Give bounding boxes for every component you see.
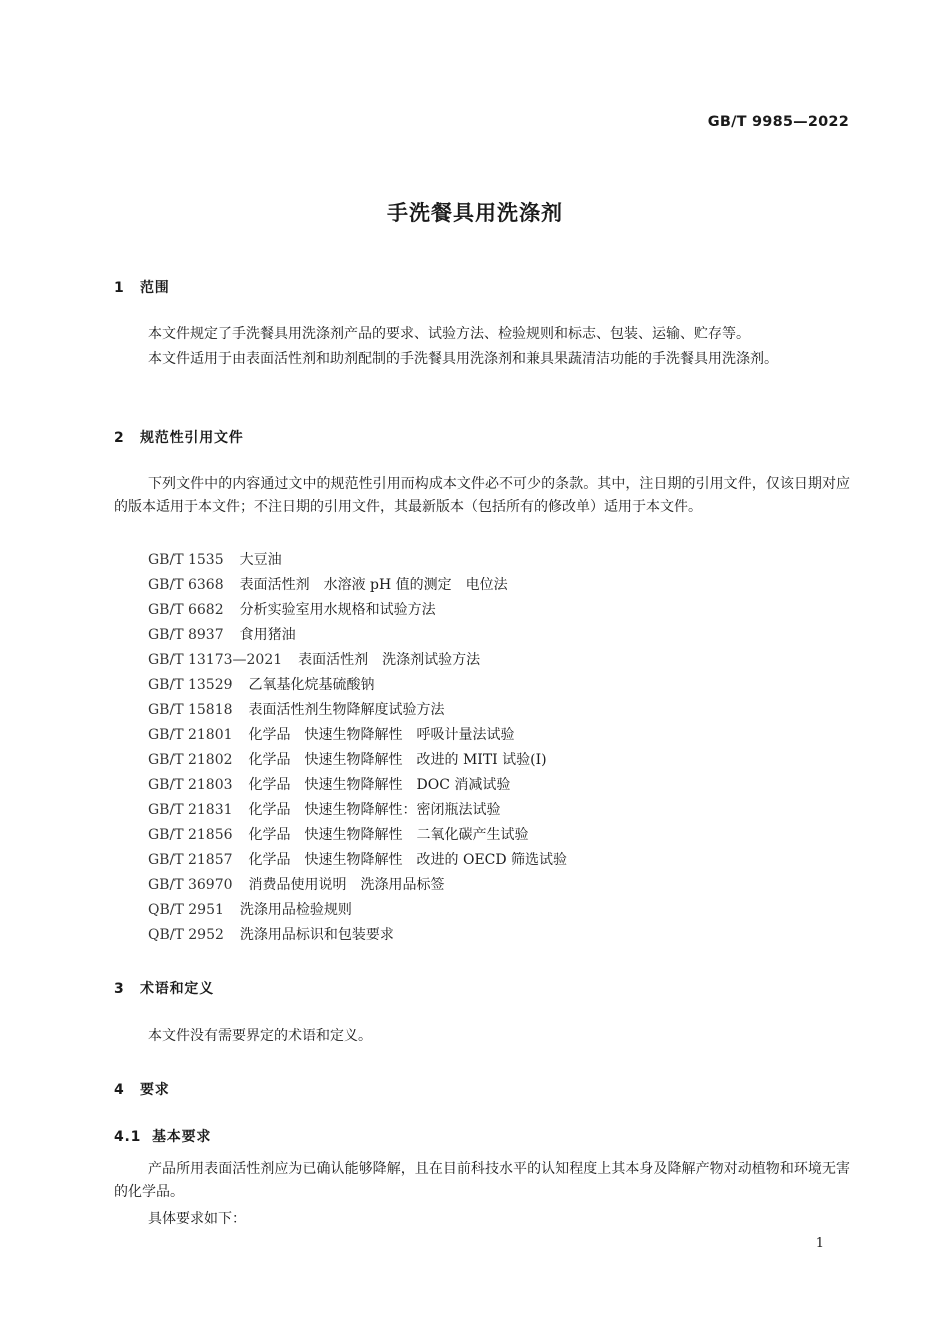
reference-item bbox=[148, 723, 567, 748]
reference-title: 洗涤用品标识和包装要求 bbox=[239, 927, 394, 943]
reference-code: GB/T 13173—2021 bbox=[148, 652, 283, 668]
section-title: 规范性引用文件 bbox=[140, 430, 244, 446]
reference-item bbox=[148, 748, 567, 773]
reference-title: 乙氧基化烷基硫酸钠 bbox=[248, 677, 375, 693]
reference-title: 大豆油 bbox=[239, 552, 282, 568]
section-title: 要求 bbox=[140, 1082, 170, 1098]
section-4-heading bbox=[114, 1079, 170, 1099]
section-4-1-heading bbox=[114, 1126, 211, 1146]
section-number: 2 bbox=[114, 430, 125, 446]
reference-code: QB/T 2951 bbox=[148, 902, 224, 918]
reference-title: 食用猪油 bbox=[239, 627, 296, 643]
reference-item bbox=[148, 623, 567, 648]
reference-title: 分析实验室用水规格和试验方法 bbox=[239, 602, 436, 618]
reference-code: GB/T 13529 bbox=[148, 677, 233, 693]
section-2-heading bbox=[114, 427, 244, 447]
reference-title: 消费品使用说明 洗涤用品标签 bbox=[248, 877, 445, 893]
reference-code: GB/T 8937 bbox=[148, 627, 224, 643]
reference-title: 化学品 快速生物降解性 改进的 MITI 试验(Ⅰ) bbox=[248, 752, 547, 768]
section-1-heading bbox=[114, 277, 170, 297]
reference-title: 表面活性剂生物降解度试验方法 bbox=[248, 702, 445, 718]
reference-item bbox=[148, 698, 567, 723]
reference-code: QB/T 2952 bbox=[148, 927, 224, 943]
section-3-paragraph: 本文件没有需要界定的术语和定义。 bbox=[148, 1028, 372, 1044]
reference-item bbox=[148, 773, 567, 798]
reference-code: GB/T 21803 bbox=[148, 777, 233, 793]
reference-item bbox=[148, 648, 567, 673]
section-4-1-paragraph: 产品所用表面活性剂应为已确认能够降解，且在目前科技水平的认知程度上其本身及降解产物对动植物和环境无害的化学品。 bbox=[114, 1161, 850, 1200]
reference-code: GB/T 15818 bbox=[148, 702, 233, 718]
subsection-title: 基本要求 bbox=[152, 1129, 212, 1145]
reference-item bbox=[148, 848, 567, 873]
reference-code: GB/T 1535 bbox=[148, 552, 224, 568]
section-4-1-paragraph: 具体要求如下： bbox=[148, 1211, 246, 1227]
reference-item bbox=[148, 573, 567, 598]
reference-item bbox=[148, 598, 567, 623]
reference-item bbox=[148, 873, 567, 898]
section-3-heading bbox=[114, 978, 214, 998]
reference-title: 化学品 快速生物降解性 二氧化碳产生试验 bbox=[248, 827, 529, 843]
standard-number: GB/T 9985—2022 bbox=[707, 114, 849, 130]
reference-code: GB/T 6368 bbox=[148, 577, 224, 593]
reference-code: GB/T 36970 bbox=[148, 877, 233, 893]
reference-item bbox=[148, 798, 567, 823]
section-2-intro: 下列文件中的内容通过文中的规范性引用而构成本文件必不可少的条款。其中，注日期的引用文件，仅该日期对应的版本适用于本文件；不注日期的引用文件，其最新版本（包括所有的修改单）适用于本文件。 bbox=[114, 476, 850, 515]
reference-item bbox=[148, 673, 567, 698]
reference-list bbox=[148, 548, 567, 948]
reference-title: 表面活性剂 水溶液 pH 值的测定 电位法 bbox=[239, 577, 508, 593]
section-title: 范围 bbox=[140, 280, 170, 296]
section-1-paragraph: 本文件规定了手洗餐具用洗涤剂产品的要求、试验方法、检验规则和标志、包装、运输、贮存等。 bbox=[148, 326, 750, 342]
section-number: 4 bbox=[114, 1082, 125, 1098]
document-title: 手洗餐具用洗涤剂 bbox=[387, 201, 563, 225]
reference-code: GB/T 21831 bbox=[148, 802, 233, 818]
reference-item bbox=[148, 923, 567, 948]
section-1-paragraph: 本文件适用于由表面活性剂和助剂配制的手洗餐具用洗涤剂和兼具果蔬清洁功能的手洗餐具用洗涤剂。 bbox=[148, 351, 778, 367]
section-number: 3 bbox=[114, 981, 125, 997]
reference-item bbox=[148, 823, 567, 848]
reference-code: GB/T 21857 bbox=[148, 852, 233, 868]
reference-code: GB/T 21801 bbox=[148, 727, 233, 743]
reference-title: 化学品 快速生物降解性：密闭瓶法试验 bbox=[248, 802, 501, 818]
reference-item bbox=[148, 898, 567, 923]
reference-title: 表面活性剂 洗涤剂试验方法 bbox=[298, 652, 481, 668]
reference-title: 洗涤用品检验规则 bbox=[239, 902, 352, 918]
reference-code: GB/T 6682 bbox=[148, 602, 224, 618]
page-number: 1 bbox=[815, 1236, 824, 1251]
subsection-number: 4.1 bbox=[114, 1129, 142, 1145]
section-number: 1 bbox=[114, 280, 125, 296]
reference-item bbox=[148, 548, 567, 573]
reference-title: 化学品 快速生物降解性 DOC 消减试验 bbox=[248, 777, 511, 793]
section-title: 术语和定义 bbox=[140, 981, 214, 997]
reference-code: GB/T 21856 bbox=[148, 827, 233, 843]
reference-title: 化学品 快速生物降解性 呼吸计量法试验 bbox=[248, 727, 515, 743]
reference-code: GB/T 21802 bbox=[148, 752, 233, 768]
reference-title: 化学品 快速生物降解性 改进的 OECD 筛选试验 bbox=[248, 852, 568, 868]
